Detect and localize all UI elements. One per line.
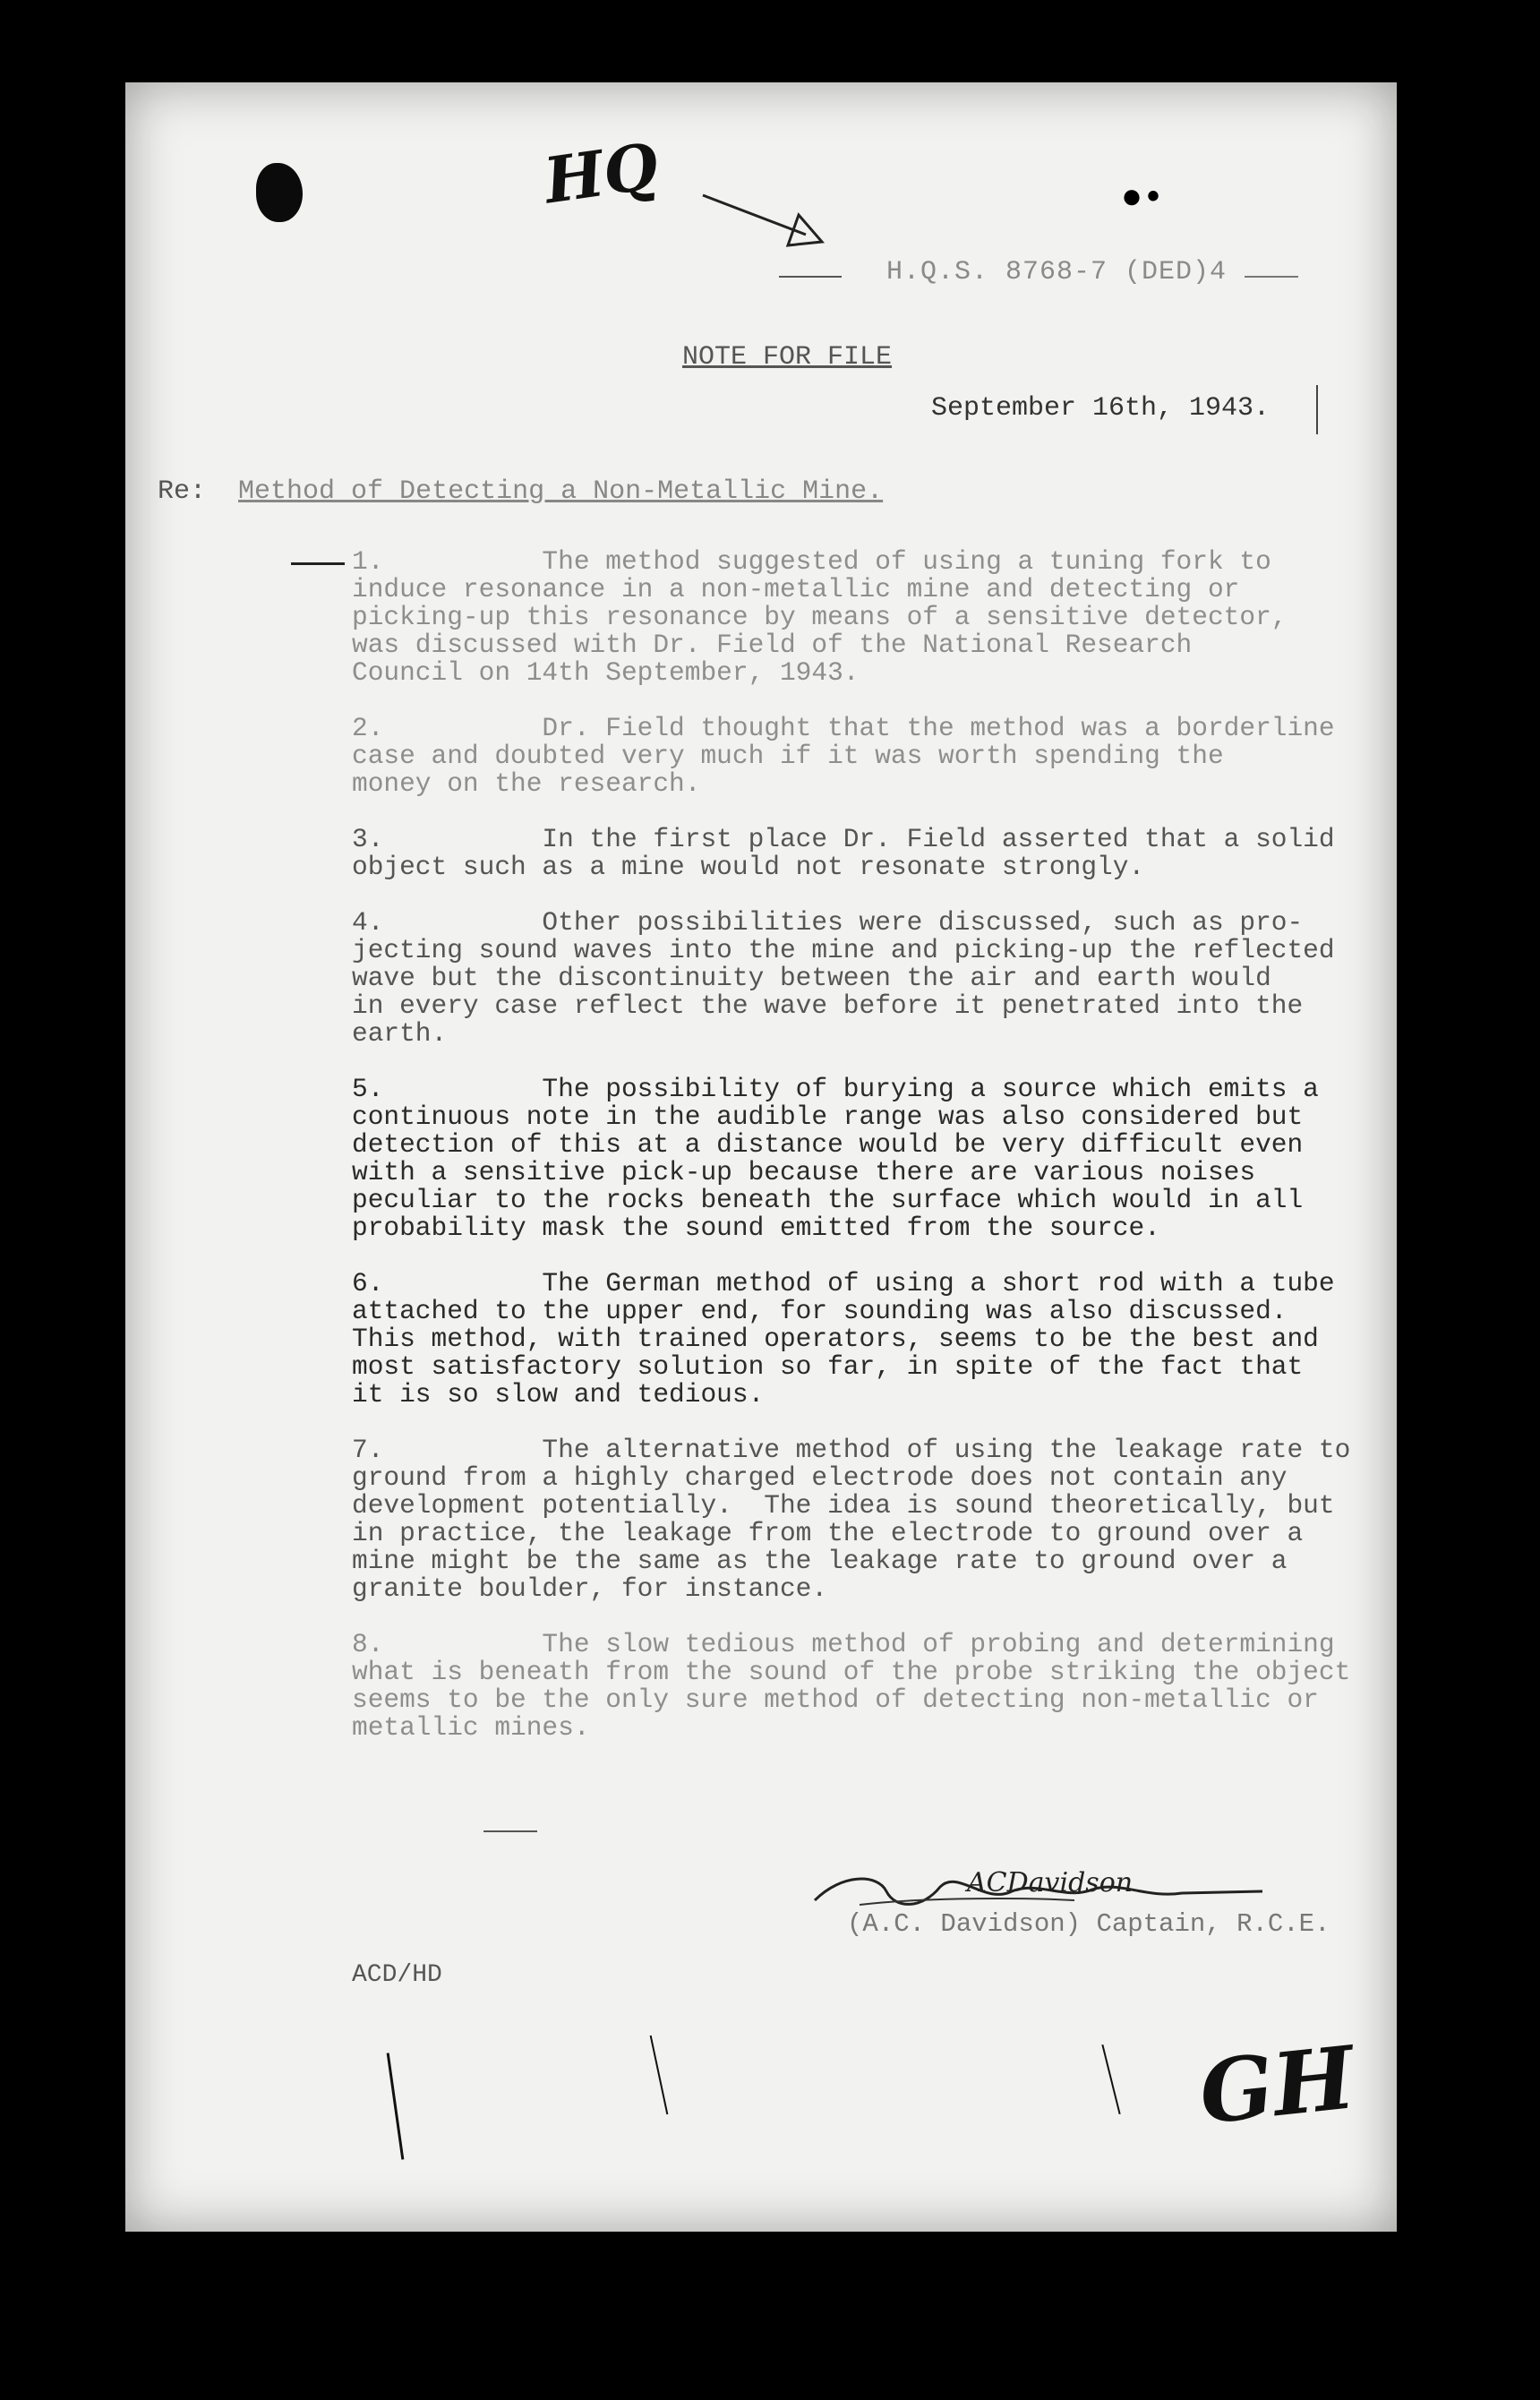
document-body bbox=[352, 548, 1355, 1770]
handwritten-initials-mark: GH bbox=[1194, 2027, 1360, 2144]
reference-dash-left bbox=[779, 276, 842, 278]
paragraph-7: 7. The alternative method of using the leakage rate to ground from a highly charged electrode does not contain any development potentially. The idea is sound theoretically, but in practice, the leakage from the electrode to ground over a mine might be the same as the leakage rate to ground over a granite boulder, for instance. bbox=[352, 1435, 1351, 1604]
signature-block: (A.C. Davidson) Captain, R.C.E. bbox=[847, 1909, 1330, 1939]
paragraph-lead-dash bbox=[291, 562, 345, 565]
paragraph-1: 1. The method suggested of using a tuning fork to induce resonance in a non-metallic mine and detecting or picking-up this resonance by means of a sensitive detector, was discussed with Dr. Field of the National Research Council on 14th September, 1943. bbox=[352, 546, 1288, 688]
pen-stroke bbox=[1101, 2044, 1120, 2114]
subject-text: Method of Detecting a Non-Metallic Mine. bbox=[238, 476, 884, 507]
paragraph-8: 8. The slow tedious method of probing and determining what is beneath from the sound of the probe striking the object seems to be the only sure method of detecting non-metallic or metallic mines. bbox=[352, 1629, 1351, 1743]
margin-mark bbox=[1316, 385, 1318, 434]
reference-dash-right bbox=[1245, 276, 1298, 278]
paragraph-4: 4. Other possibilities were discussed, such as pro- jecting sound waves into the mine and picking-up the reflected wave but the discontinuity between the air and earth would in every case reflect the wave before it penetrated into the earth. bbox=[352, 907, 1335, 1049]
paragraph-3: 3. In the first place Dr. Field asserted that a solid object such as a mine would not resonate strongly. bbox=[352, 824, 1335, 882]
paragraph-2: 2. Dr. Field thought that the method was a borderline case and doubted very much if it was worth spending the money on the research. bbox=[352, 713, 1335, 799]
typist-initials: ACD/HD bbox=[352, 1961, 442, 1989]
subject-line bbox=[158, 476, 883, 507]
pen-stroke bbox=[650, 2036, 669, 2114]
signature-dash bbox=[483, 1830, 537, 1832]
paragraph-6: 6. The German method of using a short rod with a tube attached to the upper end, for sounding was also discussed. This method, with trained operators, seems to be the best and most satisfactory solution so far, in spite of the fact that it is so slow and tedious. bbox=[352, 1268, 1335, 1410]
document-title: NOTE FOR FILE bbox=[682, 342, 893, 373]
handwritten-arrow-icon bbox=[698, 188, 833, 260]
subject-prefix: Re: bbox=[158, 476, 207, 507]
pen-stroke bbox=[387, 2053, 405, 2159]
ink-dots: ●• bbox=[1121, 179, 1165, 219]
ink-blot bbox=[256, 163, 303, 222]
document-page bbox=[125, 82, 1397, 2232]
file-reference: H.Q.S. 8768-7 (DED)4 bbox=[886, 257, 1228, 287]
document-date: September 16th, 1943. bbox=[931, 393, 1270, 424]
handwritten-hq-mark: HQ bbox=[539, 128, 663, 219]
paragraph-5: 5. The possibility of burying a source which emits a continuous note in the audible range was also considered but detection of this at a distance would be very difficult even with a sensitive pick-up because there are various noises peculiar to the rocks beneath the surface which would in all probability mask the sound emitted from the source. bbox=[352, 1074, 1319, 1243]
signature-text: ACDavidson bbox=[967, 1867, 1134, 1899]
